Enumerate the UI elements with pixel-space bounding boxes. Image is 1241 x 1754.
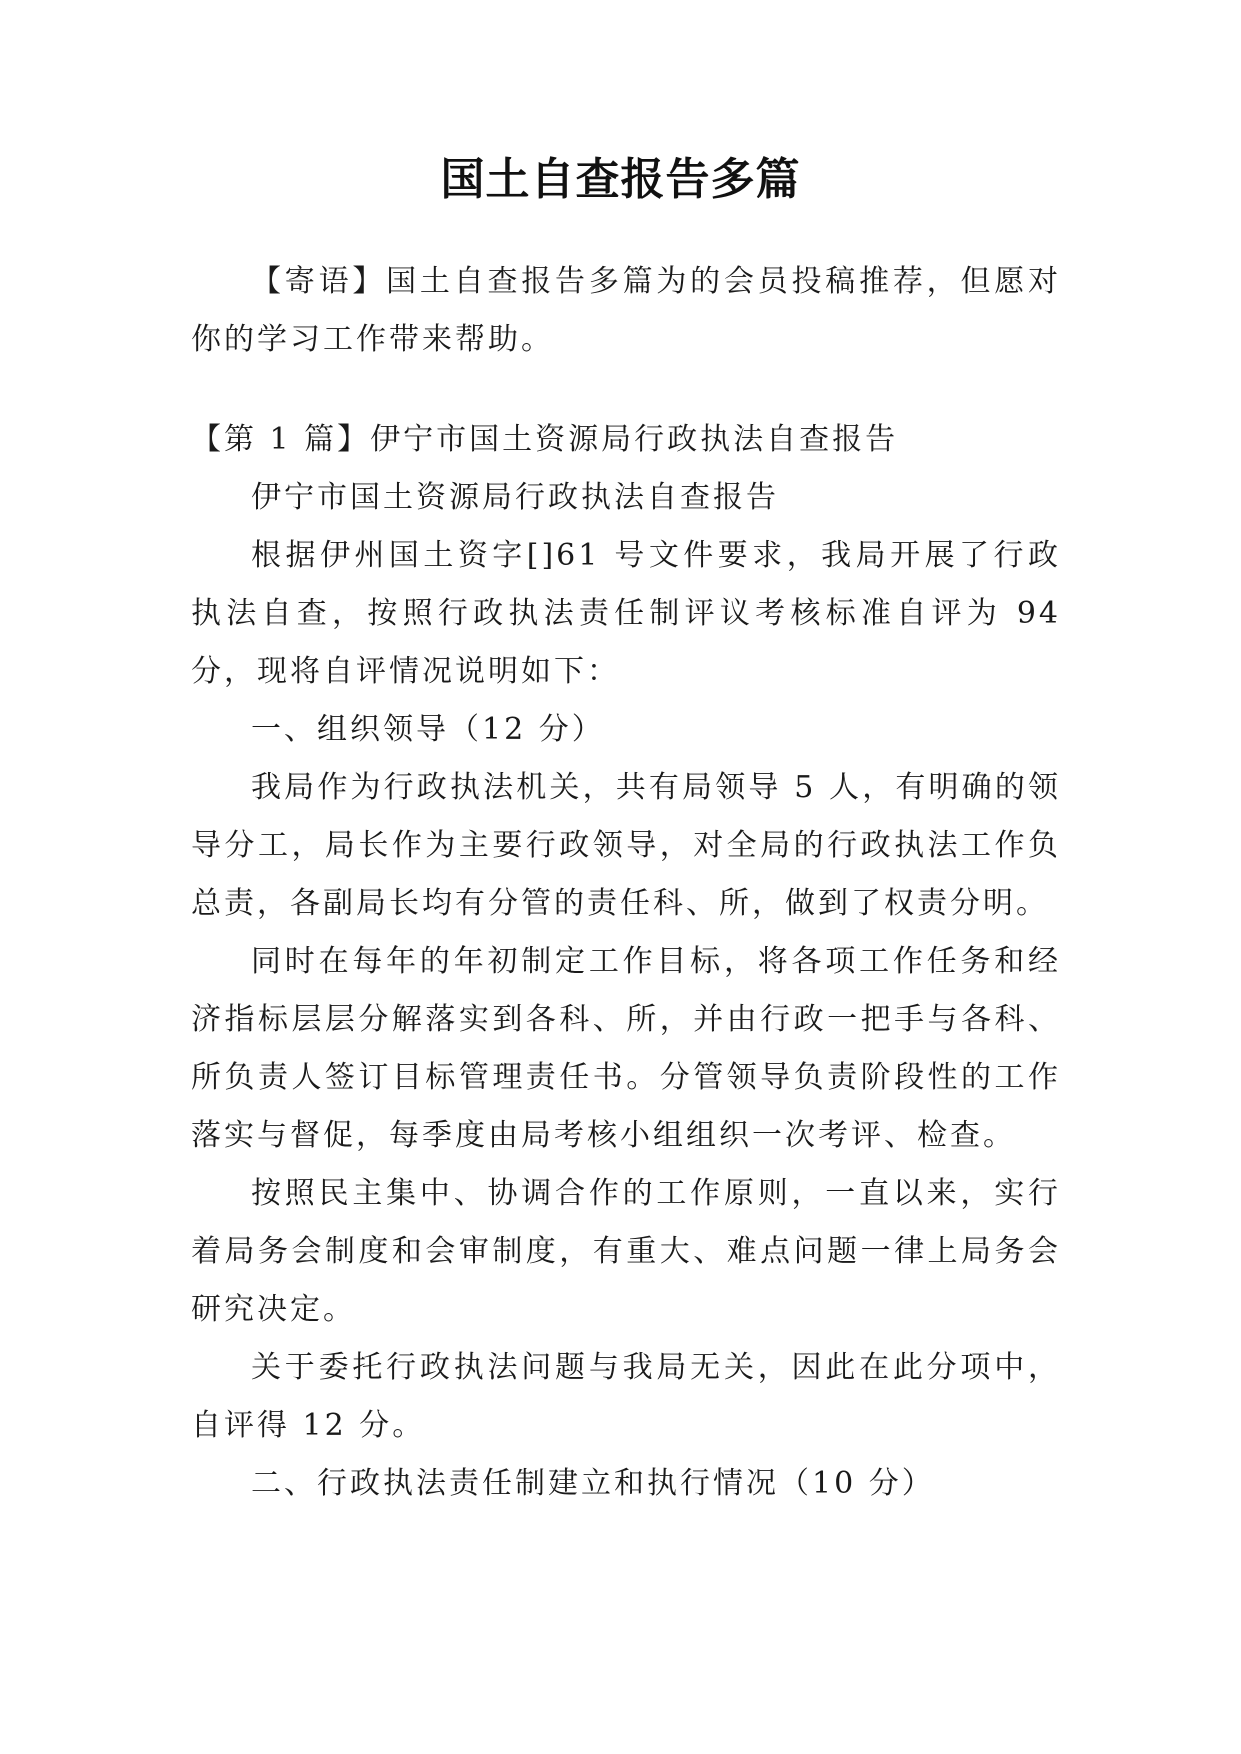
body-paragraph: 根据伊州国土资字[]61 号文件要求，我局开展了行政执法自查，按照行政执法责任制评议考核标准自评为 94 分，现将自评情况说明如下： <box>191 538 1061 689</box>
body-paragraph: 关于委托行政执法问题与我局无关，因此在此分项中，自评得 12 分。 <box>191 1350 1061 1443</box>
preface-block <box>191 253 1061 369</box>
subsection-heading: 二、行政执法责任制建立和执行情况（10 分） <box>251 1466 935 1501</box>
preface-paragraph: 【寄语】国土自查报告多篇为的会员投稿推荐，但愿对你的学习工作带来帮助。 <box>191 264 1061 357</box>
body-paragraph: 同时在每年的年初制定工作目标，将各项工作任务和经济指标层层分解落实到各科、所，并由行政一把手与各科、所负责人签订目标管理责任书。分管领导负责阶段性的工作落实与督促，每季度由局考核小组组织一次考评、检查。 <box>191 944 1061 1153</box>
document-title: 国土自查报告多篇 <box>440 154 801 205</box>
article-subtitle: 伊宁市国土资源局行政执法自查报告 <box>251 480 779 515</box>
section-heading: 【第 1 篇】伊宁市国土资源局行政执法自查报告 <box>191 422 899 457</box>
body-paragraph: 我局作为行政执法机关，共有局领导 5 人，有明确的领导分工，局长作为主要行政领导，对全局的行政执法工作负总责，各副局长均有分管的责任科、所，做到了权责分明。 <box>191 770 1061 921</box>
article-body <box>191 411 1061 1513</box>
subsection-heading: 一、组织领导（12 分） <box>251 712 605 747</box>
body-paragraph: 按照民主集中、协调合作的工作原则，一直以来，实行着局务会制度和会审制度，有重大、难点问题一律上局务会研究决定。 <box>191 1176 1061 1327</box>
